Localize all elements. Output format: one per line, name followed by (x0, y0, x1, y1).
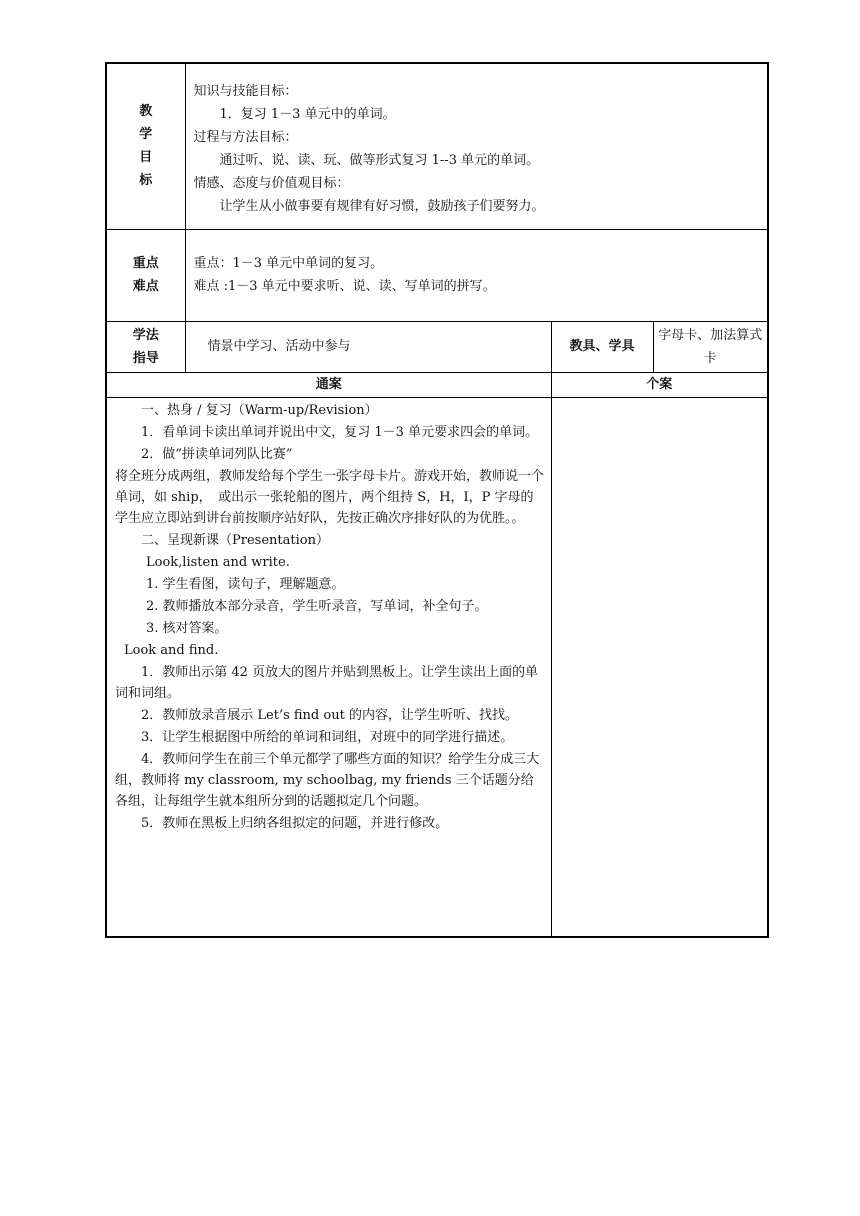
step-item: 1．看单词卡读出单词并说出中文，复习 1－3 单元要求四会的单词。 (141, 424, 539, 440)
individual-plan-header: 个案 (551, 372, 768, 397)
activity-title: Look,listen and write. (146, 554, 290, 570)
common-plan-content (106, 397, 551, 937)
key-point-line: 重点：1－3 单元中单词的复习。 (193, 256, 384, 271)
key-points-row (106, 229, 768, 321)
step-item: 2．做“拼读单词列队比赛” (141, 446, 293, 462)
key-points-content (185, 229, 768, 321)
objectives-line: 知识与技能目标： (193, 84, 298, 99)
objectives-line: 过程与方法目标： (193, 130, 298, 145)
guidance-method: 情景中学习、活动中参与 (185, 321, 551, 372)
lesson-plan-table (105, 62, 769, 938)
step-item: 1．教师出示第 42 页放大的图片并贴到黑板上。让学生读出上面的单词和词组。 (115, 664, 539, 701)
step-item: 4．教师问学生在前三个单元都学了哪些方面的知识？给学生分成三大组，教师将 my classroom, my schoolbag, my friends 三个话题分给各组，让每组学生就本组所分到的话题拟定几个问题。 (115, 751, 540, 809)
objectives-label: 教 学 目 标 (106, 63, 185, 229)
section-heading: 一、热身 / 复习（Warm-up/Revision） (141, 402, 378, 418)
tools-value: 字母卡、加法算式卡 (653, 321, 768, 372)
objectives-line: 情感、态度与价值观目标： (193, 176, 350, 191)
step-item: 2．教师放录音展示 Let’s find out 的内容，让学生听听、找找。 (141, 707, 518, 723)
plan-body-row (106, 397, 768, 937)
tools-label: 教具、学具 (551, 321, 653, 372)
objectives-line: 通过听、说、读、玩、做等形式复习 1--3 单元的单词。 (219, 153, 540, 168)
activity-title: Look and find. (124, 642, 219, 658)
common-plan-header: 通案 (106, 372, 551, 397)
step-item: 5．教师在黑板上归纳各组拟定的问题，并进行修改。 (141, 815, 449, 831)
lesson-plan-page (105, 62, 767, 938)
guidance-row (106, 321, 768, 372)
step-item: 1. 学生看图，读句子，理解题意。 (146, 576, 345, 592)
objectives-line: 1．复习 1－3 单元中的单词。 (219, 107, 396, 122)
guidance-label: 学法 指导 (106, 321, 185, 372)
step-item: 3．让学生根据图中所给的单词和词组，对班中的同学进行描述。 (141, 729, 514, 745)
step-item: 2. 教师播放本部分录音，学生听录音，写单词，补全句子。 (146, 598, 488, 614)
key-points-label: 重点 难点 (106, 229, 185, 321)
step-item: 3. 核对答案。 (146, 620, 228, 636)
step-detail: 将全班分成两组，教师发给每个学生一张字母卡片。游戏开始，教师说一个单词，如 ship， 或出示一张轮船的图片，两个组持 S，H，I，P 字母的学生应立即站到讲台前按顺序站好队，先按正确次序排好队的为优胜。。 (115, 468, 545, 526)
objectives-content (185, 63, 768, 229)
objectives-row (106, 63, 768, 229)
plan-header-row (106, 372, 768, 397)
difficulty-line: 难点 :1－3 单元中要求听、说、读、写单词的拼写。 (193, 279, 496, 294)
individual-plan-content[interactable] (551, 397, 768, 937)
section-heading: 二、呈现新课（Presentation） (141, 532, 329, 548)
objectives-line: 让学生从小做事要有规律有好习惯，鼓励孩子们要努力。 (219, 199, 545, 214)
